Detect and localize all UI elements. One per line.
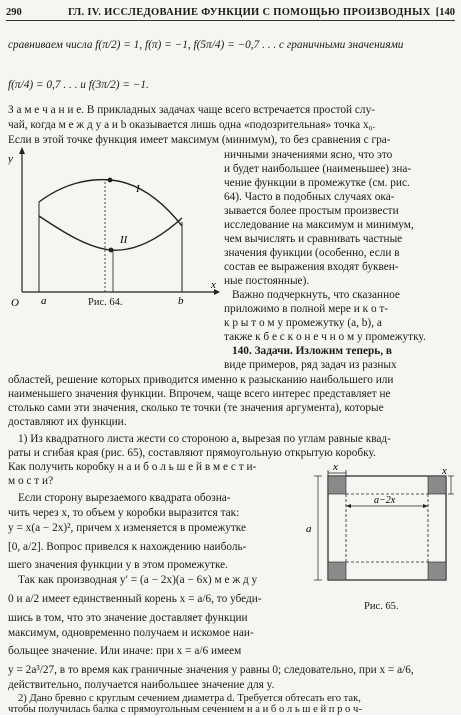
text-line: шись в том, что это значение доставляет функции	[8, 612, 248, 624]
problem-1-line: м о с т и?	[8, 475, 54, 487]
text-line: Если сторону вырезаемого квадрата обозна-	[18, 492, 231, 504]
text-line: виде примеров, ряд задач из разных	[224, 359, 397, 371]
text-line: y = x(a − 2x)², причем x изменяется в промежутке	[8, 522, 247, 534]
fig64-label-b: b	[178, 295, 184, 307]
text-line: Так как производная y′ = (a − 2x)(a − 6x) м е ж д у	[18, 574, 258, 586]
problem-1-line: 1) Из квадратного листа жести со стороною a, вырезая по углам равные квад-	[18, 433, 391, 445]
text-line: ничными значениями ясно, что это	[224, 149, 393, 161]
text-line: больщее значение. Или иначе: при x = a/6 имеем	[8, 645, 242, 657]
figure-64	[8, 146, 220, 308]
fig65-label-x-top: x	[333, 462, 338, 473]
text-line: [0, a/2]. Вопрос привелся к нахождению наиболь-	[8, 541, 247, 553]
text-line: к р ы т о м у промежутку (a, b), а	[224, 317, 382, 329]
fig65-caption: Рис. 65.	[364, 601, 399, 612]
fig64-label-y: y	[8, 153, 13, 165]
problem-1-line: раты и сгибая края (рис. 65), составляют прямоугольную открытую коробку.	[8, 447, 376, 459]
text-line: Важно подчеркнуть, что сказанное	[232, 289, 400, 301]
text-line: 0 и a/2 имеет единственный корень x = a/6, то убеди-	[8, 593, 262, 605]
text-line: исследование на максимум и минимум,	[224, 219, 414, 231]
text-line: также к б е с к о н е ч н о м у промежутку.	[224, 331, 426, 343]
text-line: и будет наибольшее (наименьшее) зна-	[224, 163, 412, 175]
fig65-label-inner: a−2x	[374, 495, 396, 506]
fig64-label-origin: O	[11, 297, 19, 308]
text-line: чить через x, то объем y коробки выразится так:	[8, 507, 240, 519]
text-line: y = 2a³/27, в то время как граничные значения y равны 0; следовательно, при x = a/6,	[8, 664, 414, 676]
remark-line: чай, когда м е ж д у a и b оказывается лишь одна «подозрительная» точка x₀.	[8, 119, 376, 131]
text-line: значения функции (особенно, если в	[224, 247, 400, 259]
text-line: действительно, получается наибольшее значение для y.	[8, 679, 275, 691]
text-line: чение функции в промежутке (см. рис.	[224, 177, 410, 189]
text-line: областей, решение которых приводится именно к разысканию наибольшего или	[8, 374, 394, 386]
problem-1-line: Как получить коробку н а и б о л ь ш е й в м е с т и-	[8, 461, 257, 473]
chapter-title: ГЛ. IV. ИССЛЕДОВАНИЕ ФУНКЦИИ С ПОМОЩЬЮ ПРОИЗВОДНЫХ	[68, 7, 431, 18]
fig64-curve-2-label: II	[120, 234, 128, 246]
problem-2-line: 2) Дано бревно с круглым сечением диаметра d. Требуется обтесать его так,	[18, 693, 361, 704]
fig65-label-side: a	[306, 523, 312, 535]
text-line: ные постоянные).	[224, 275, 310, 287]
fig64-curve-1-label: I	[136, 183, 140, 195]
text-line: столько сами эти значения, сколько те точки (те значения аргумента), которые	[8, 402, 384, 414]
text-line: шего значения функции y в этом промежутке.	[8, 559, 228, 571]
remark-line: Если в этой точке функция имеет максимум (минимум), то без сравнения с гра-	[8, 134, 391, 146]
fig64-label-a: a	[41, 295, 47, 307]
section-heading: 140. Задачи. Изложим теперь, в	[232, 345, 392, 357]
fig64-caption: Рис. 64.	[88, 297, 123, 308]
text-line: зывается более простым произвести	[224, 205, 399, 217]
fig64-label-x: x	[211, 279, 216, 291]
text-line: состав ее выражения входят буквен-	[224, 261, 399, 273]
problem-2-line: чтобы получилась балка с прямоугольным сечением н а и б о л ь ш е й п р о ч-	[8, 704, 362, 715]
fig65-label-x-right: x	[442, 465, 447, 477]
text-line: доставляют их функции.	[8, 416, 127, 428]
remark-line: З а м е ч а н и е. В прикладных задачах чаще всего встречается простой слу-	[8, 104, 375, 116]
text-line: наименьшего значения функции. Впрочем, чаще всего интерес представляет не	[8, 388, 391, 400]
text-line: приложимо в полной мере и к о т-	[224, 303, 389, 315]
figure-65	[302, 462, 456, 592]
running-header	[6, 4, 455, 21]
text-line: 64). Часто в подобных случаях ока-	[224, 191, 395, 203]
page-number: 290	[6, 7, 22, 18]
text-line: сравниваем числа f(π/2) = 1, f(π) = −1, f(5π/4) = −0,7 . . . с граничными значениями	[8, 39, 404, 51]
text-line: чем вычислять и сравнивать частные	[224, 233, 403, 245]
text-line: f(π/4) = 0,7 . . . и f(3π/2) = −1.	[8, 79, 149, 91]
text-line: максимум, одновременно получаем и искомое наи-	[8, 627, 254, 639]
section-marker: [140	[435, 7, 455, 18]
